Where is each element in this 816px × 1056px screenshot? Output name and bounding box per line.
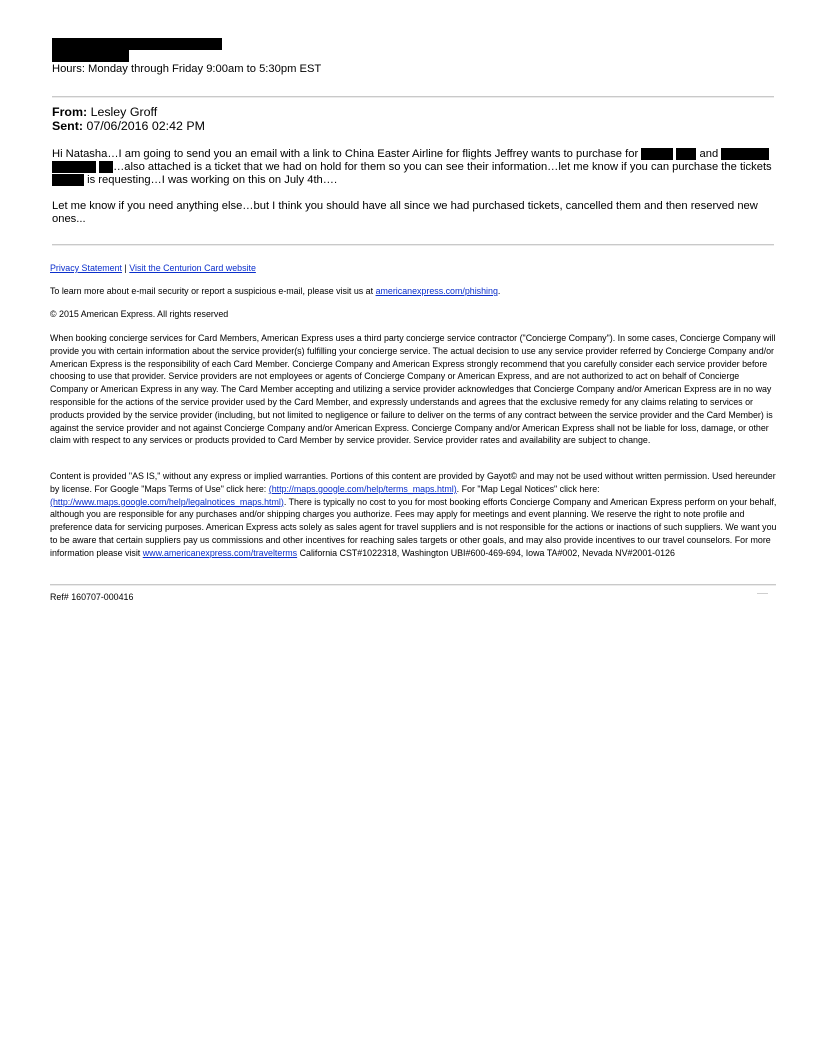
redaction-bar (99, 161, 113, 173)
legal-notices-link[interactable]: (http://www.maps.google.com/help/legalnotices_maps.html) (50, 496, 284, 507)
security-text: To learn more about e-mail security or report a suspicious e-mail, please visit us at (50, 286, 374, 296)
message-text: Hi Natasha…I am going to send you an email with a link to China Easter Airline for flights Jeffrey wants to purchase for (52, 148, 639, 160)
security-note (50, 285, 500, 298)
sent-line (52, 119, 205, 133)
centurion-card-link[interactable]: Visit the Centurion Card website (129, 263, 256, 273)
office-hours: Hours: Monday through Friday 9:00am to 5:30pm EST (52, 63, 322, 75)
message-paragraph-1 (52, 148, 780, 187)
message-text: is requesting…I was working on this on July 4th…. (87, 174, 338, 186)
redacted-title-block (52, 50, 129, 62)
divider-top (52, 96, 774, 98)
period: . (497, 286, 501, 296)
footer-links (50, 262, 256, 275)
phishing-link[interactable]: americanexpress.com/phishing (375, 286, 498, 296)
link-separator: | (124, 263, 127, 273)
sent-value: 07/06/2016 02:42 PM (86, 119, 205, 133)
travelterms-link[interactable]: www.americanexpress.com/travelterms (142, 547, 298, 558)
divider-bottom (50, 584, 776, 586)
concierge-disclaimer: When booking concierge services for Card Members, American Express uses a third party concierge service contractor ("Concierge Company"). In some cases, Concierge Company will provide you with certain information about the service provider(s) fulfilling your concierge service. The actual decision to use any service provider referred by Concierge Company and/or American Express is the responsibility of each Card Member. Concierge Company and American Express strongly recommend that you carefully consider each service provider before choosing to use that provider. Service providers are not employees or agents of Concierge Company or American Express, and are not authorized to act on behalf of Concierge Company or American Express in any way. The Card Member accepting and utilizing a service provider acknowledges that Concierge Company and/or American Express are in no way responsible for the actions of the service provider used by the Card Member, and expressly understands and agrees that the exclusive remedy for any claims relating to services or products provided by the service provider (including, but not limited to negligence or failure to deliver on the terms of any contract between the service provider and the Card Member) is against the service provider and not against Concierge Company and/or American Express. Concierge Company and/or American Express shall not be liable for loss, damage, or other claim with respect to any services or products provided to Card Member by service provider. Service provider rates and availability are subject to change. (50, 333, 776, 446)
disclaimer-text: California CST#1022318, Washington UBI#600-469-694, Iowa TA#002, Nevada NV#2001-0126 (299, 547, 675, 558)
from-value: Lesley Groff (90, 105, 158, 119)
message-text: …also attached is a ticket that we had on hold for them so you can see their information…let me know if you can purchase the tickets (113, 161, 772, 173)
disclaimer-text: . For "Map Legal Notices" click here: (456, 483, 600, 494)
redacted-name-block (52, 38, 222, 50)
redaction-bar (52, 174, 84, 186)
redaction-bar (676, 148, 696, 160)
privacy-statement-link[interactable]: Privacy Statement (50, 263, 123, 273)
from-label: From: (52, 105, 88, 119)
redaction-bar (52, 161, 96, 173)
redaction-bar (721, 148, 769, 160)
disclaimer-text: . There is typically no cost to you for most booking efforts Concierge Company and American Express perform on your behalf, although you are responsible for any purchases and/or shipping charges you authorize. Fees may apply for meetings and event planning. We reserve the right to note profile and preference data for servicing purposes. American Express acts solely as sales agent for travel suppliers and is not responsible for the actions or inactions of such suppliers. We want you to be aware that certain suppliers pay us commissions and other incentives for reaching sales targets or other goals, and may also provide incentives to our travel counselors. For more information please visit (50, 496, 777, 558)
maps-terms-link[interactable]: (http://maps.google.com/help/terms_maps.html) (268, 483, 457, 494)
disclaimer-text: Content is provided "AS IS," without any express or implied warranties. Portions of this content are provided by Gayot© and may not be used without written permission. Used hereunder by license. For Google "Maps Terms of Use" click here: (50, 471, 776, 494)
decorative-mark (757, 593, 768, 594)
redaction-bar (641, 148, 673, 160)
reference-number: Ref# 160707-000416 (50, 592, 134, 602)
from-line (52, 105, 157, 119)
divider-middle (52, 244, 774, 246)
message-text: and (699, 148, 719, 160)
message-paragraph-2: Let me know if you need anything else…but I think you should have all since we had purchased tickets, cancelled them and then reserved new ones... (52, 200, 758, 225)
content-disclaimer (50, 470, 778, 560)
sent-label: Sent: (52, 119, 83, 133)
copyright: © 2015 American Express. All rights reserved (50, 309, 229, 319)
